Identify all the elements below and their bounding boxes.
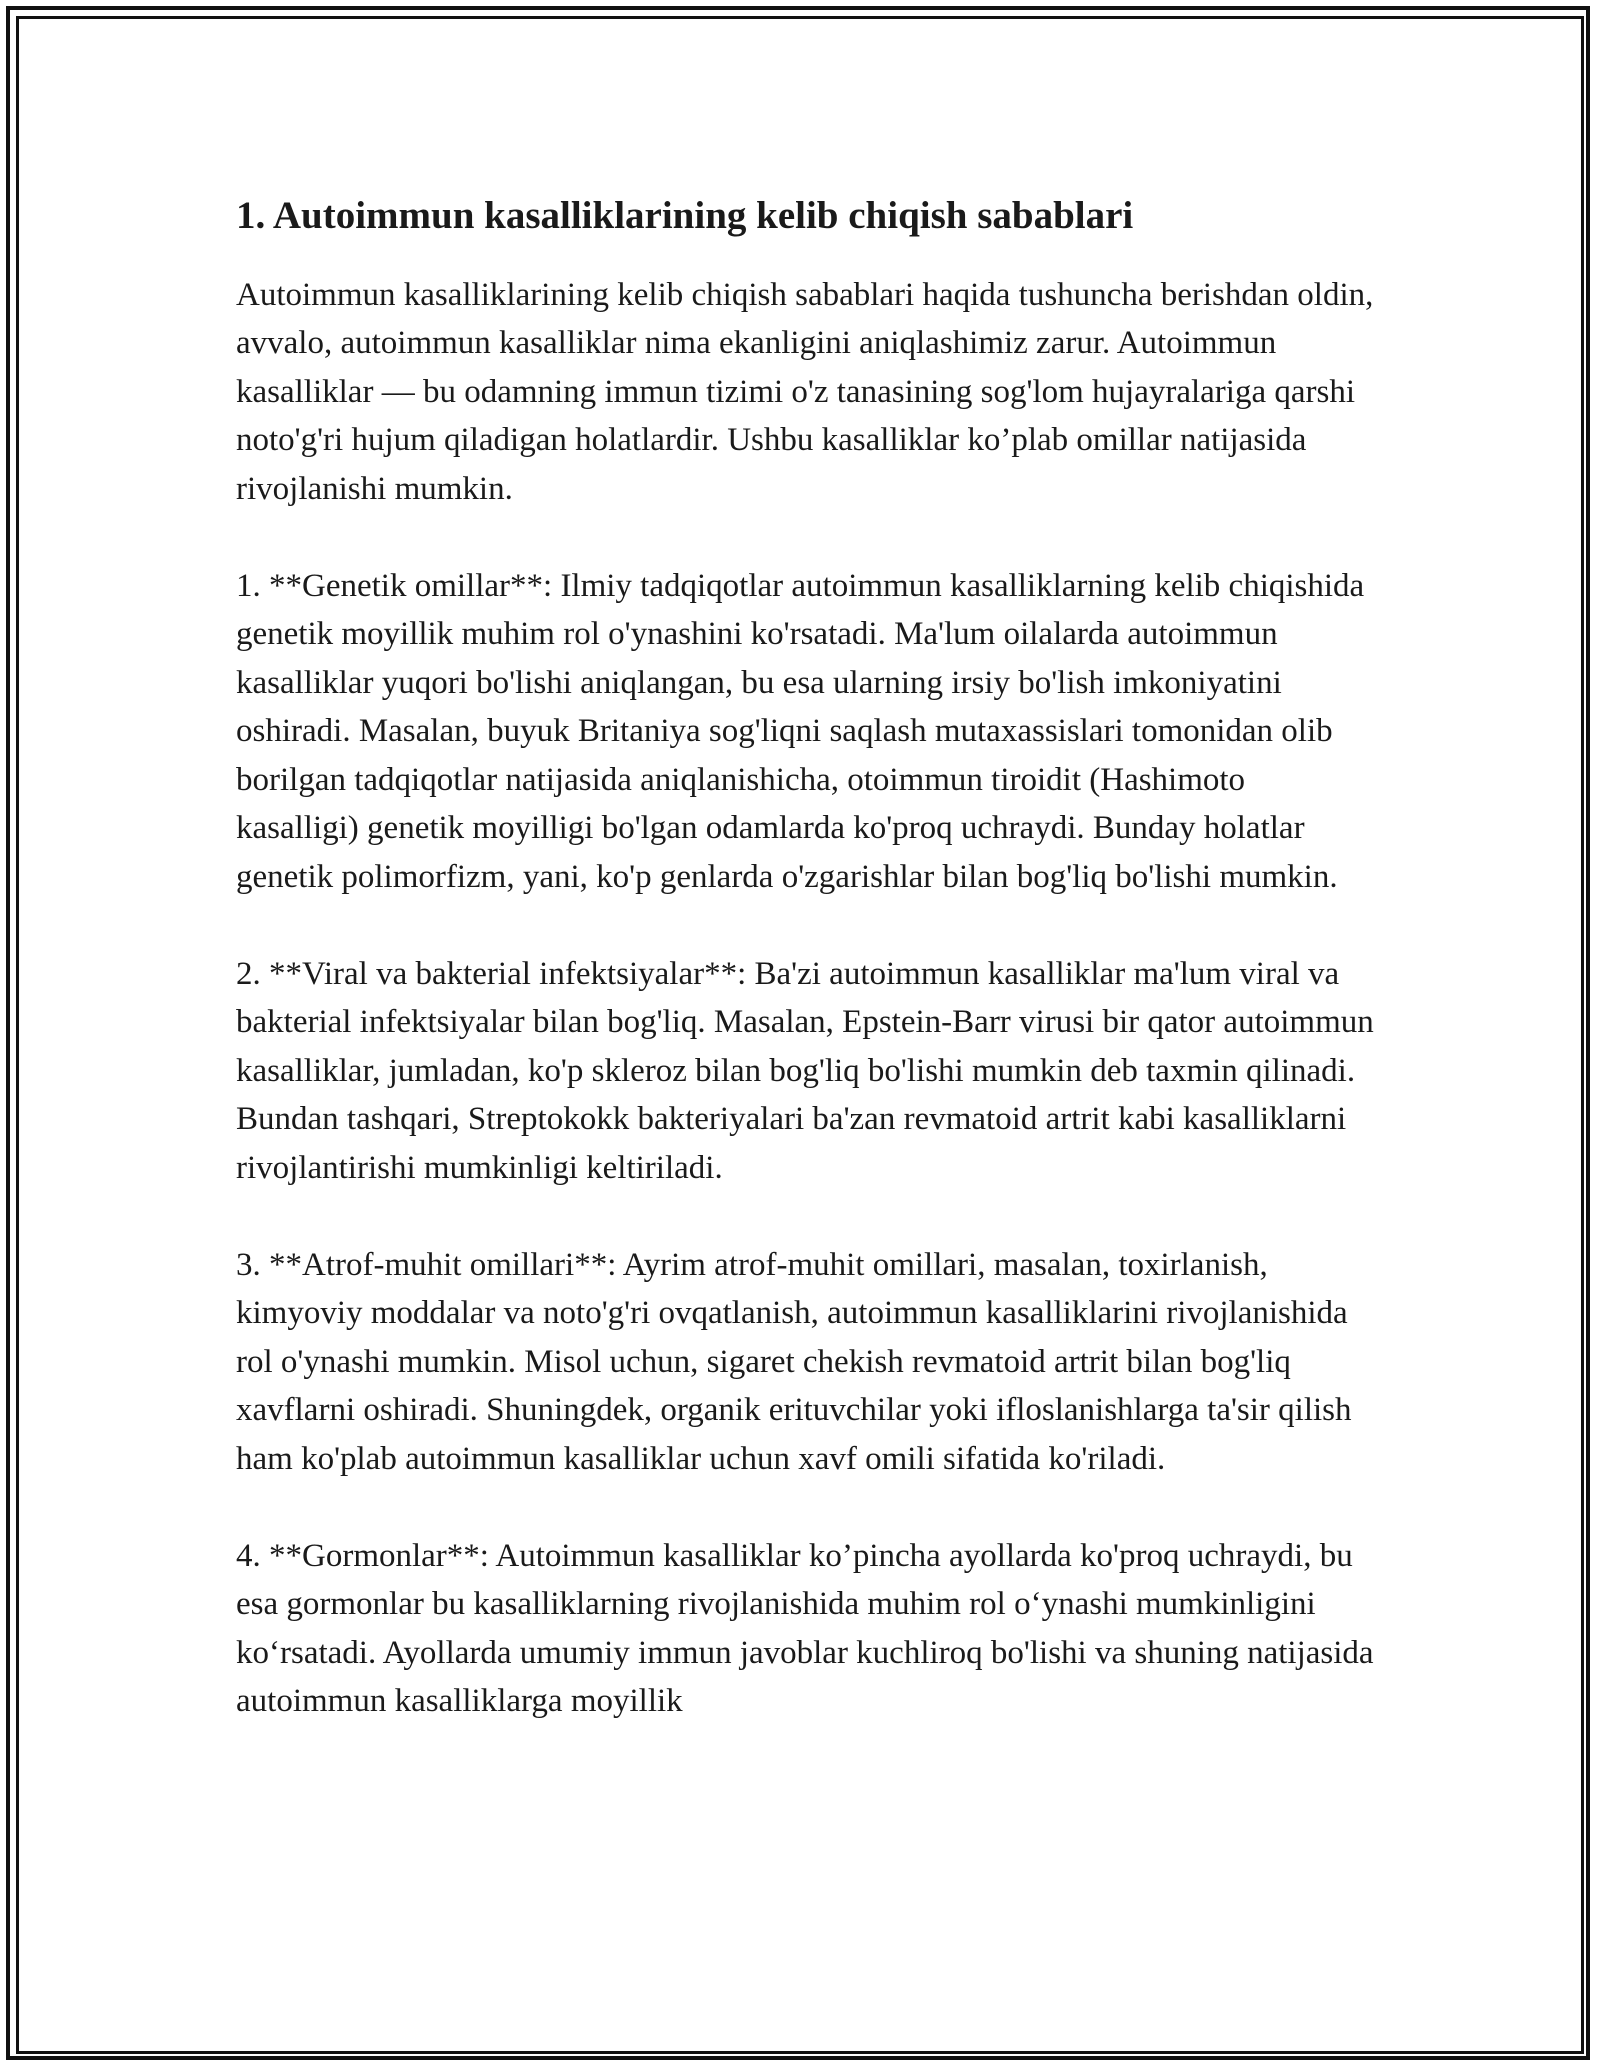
document-title: 1. Autoimmun kasalliklarining kelib chiqish sabablari <box>236 194 1134 237</box>
paragraph-infections: 2. **Viral va bakterial infektsiyalar**: Ba'zi autoimmun kasalliklar ma'lum viral va bakterial infektsiyalar bilan bog'liq. Masalan, Epstein-Barr virusi bir qator autoimmun kasalliklar, jumladan, ko'p skleroz bilan bog'liq bo'lishi mumkin deb taxmin qilinadi. Bundan tashqari, Streptokokk bakteriyalari ba'zan revmatoid artrit kabi kasalliklarni rivojlantirishi mumkinligi keltiriladi. <box>236 955 1374 1186</box>
paragraph-genetic-factors: 1. **Genetik omillar**: Ilmiy tadqiqotlar autoimmun kasalliklarning kelib chiqishida genetik moyillik muhim rol o'ynashini ko'rsatadi. Ma'lum oilalarda autoimmun kasalliklar yuqori bo'lishi aniqlangan, bu esa ularning irsiy bo'lish imkoniyatini oshiradi. Masalan, buyuk Britaniya sog'liqni saqlash mutaxassislari tomonidan olib borilgan tadqiqotlar natijasida aniqlanishicha, otoimmun tiroidit (Hashimoto kasalligi) genetik moyilligi bo'lgan odamlarda ko'proq uchraydi. Bunday holatlar genetik polimorfizm, yani, ko'p genlarda o'zgarishlar bilan bog'liq bo'lishi mumkin. <box>236 567 1365 895</box>
paragraph-intro: Autoimmun kasalliklarining kelib chiqish sabablari haqida tushuncha berishdan oldin, avvalo, autoimmun kasalliklar nima ekanligini aniqlashimiz zarur. Autoimmun kasalliklar — bu odamning immun tizimi o'z tanasining sog'lom hujayralariga qarshi noto'g'ri hujum qiladigan holatlardir. Ushbu kasalliklar ko’plab omillar natijasida rivojlanishi mumkin. <box>236 276 1374 507</box>
paragraph-hormones: 4. **Gormonlar**: Autoimmun kasalliklar ko’pincha ayollarda ko'proq uchraydi, bu esa gormonlar bu kasalliklarning rivojlanishida muhim rol o‘ynashi mumkinligini ko‘rsatadi. Ayollarda umumiy immun javoblar kuchliroq bo'lishi va shuning natijasida autoimmun kasalliklarga moyillik <box>236 1537 1374 1720</box>
document-body <box>236 180 1376 1774</box>
paragraph-environmental-factors: 3. **Atrof-muhit omillari**: Ayrim atrof-muhit omillari, masalan, toxirlanish, kimyoviy moddalar va noto'g'ri ovqatlanish, autoimmun kasalliklarini rivojlanishida rol o'ynashi mumkin. Misol uchun, sigaret chekish revmatoid artrit bilan bog'liq xavflarni oshiradi. Shuningdek, organik erituvchilar yoki ifloslanishlarga ta'sir qilish ham ko'plab autoimmun kasalliklar uchun xavf omili sifatida ko'riladi. <box>236 1246 1352 1477</box>
